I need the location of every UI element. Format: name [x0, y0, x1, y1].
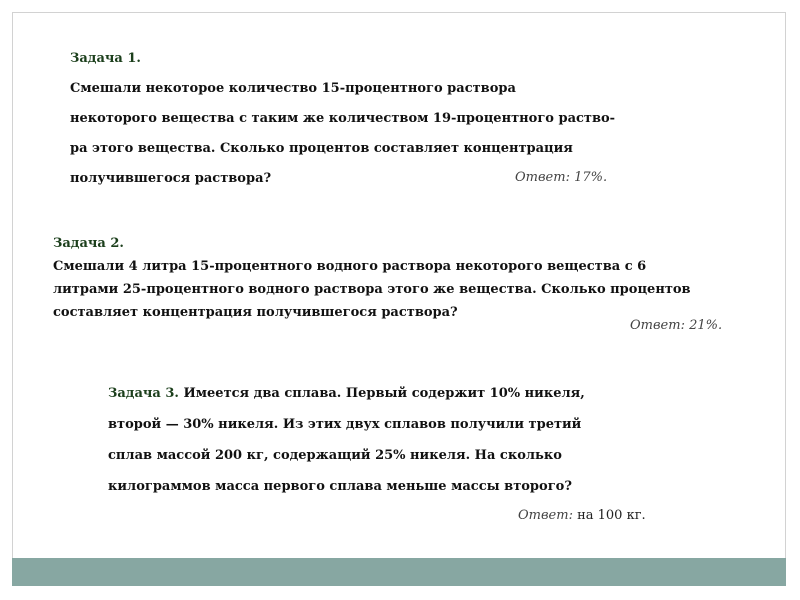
- task-1-title: Задача 1.: [70, 51, 141, 66]
- task-3-answer-value: на 100 кг.: [572, 508, 646, 523]
- task-1-line-1: Смешали некоторое количество 15-процентного раствора: [70, 81, 516, 96]
- task-3-line-1: второй — 30% никеля. Из этих двух сплавов получили третий: [108, 417, 582, 432]
- task-3-answer-label: Ответ:: [518, 508, 573, 523]
- task-2-title: Задача 2.: [53, 236, 124, 251]
- task-2: [53, 232, 743, 324]
- task-2-line-2: литрами 25-процентного водного раствора этого же вещества. Сколько процентов: [53, 282, 691, 297]
- task-3-line-3: килограммов масса первого сплава меньше массы второго?: [108, 479, 572, 494]
- task-2-line-3: составляет концентрация получившегося раствора?: [53, 305, 458, 320]
- task-1-line-4: получившегося раствора?: [70, 171, 272, 186]
- task-3-line-2: сплав массой 200 кг, содержащий 25% никеля. На сколько: [108, 448, 562, 463]
- task-3: [108, 378, 668, 502]
- task-3-line-0: [108, 378, 668, 409]
- task-2-line-1: Смешали 4 литра 15-процентного водного раствора некоторого вещества с 6: [53, 259, 647, 274]
- task-3-answer: [518, 508, 646, 523]
- task-1-line-3: ра этого вещества. Сколько процентов составляет концентрация: [70, 141, 573, 156]
- task-1-answer: Ответ: 17%.: [515, 170, 608, 185]
- bottom-bar: [12, 558, 786, 586]
- task-3-first-line: Имеется два сплава. Первый содержит 10% никеля,: [178, 386, 585, 401]
- task-3-title: Задача 3.: [108, 386, 179, 401]
- task-2-answer: Ответ: 21%.: [630, 318, 723, 333]
- task-1-line-2: некоторого вещества с таким же количеством 19-процентного раство-: [70, 111, 616, 126]
